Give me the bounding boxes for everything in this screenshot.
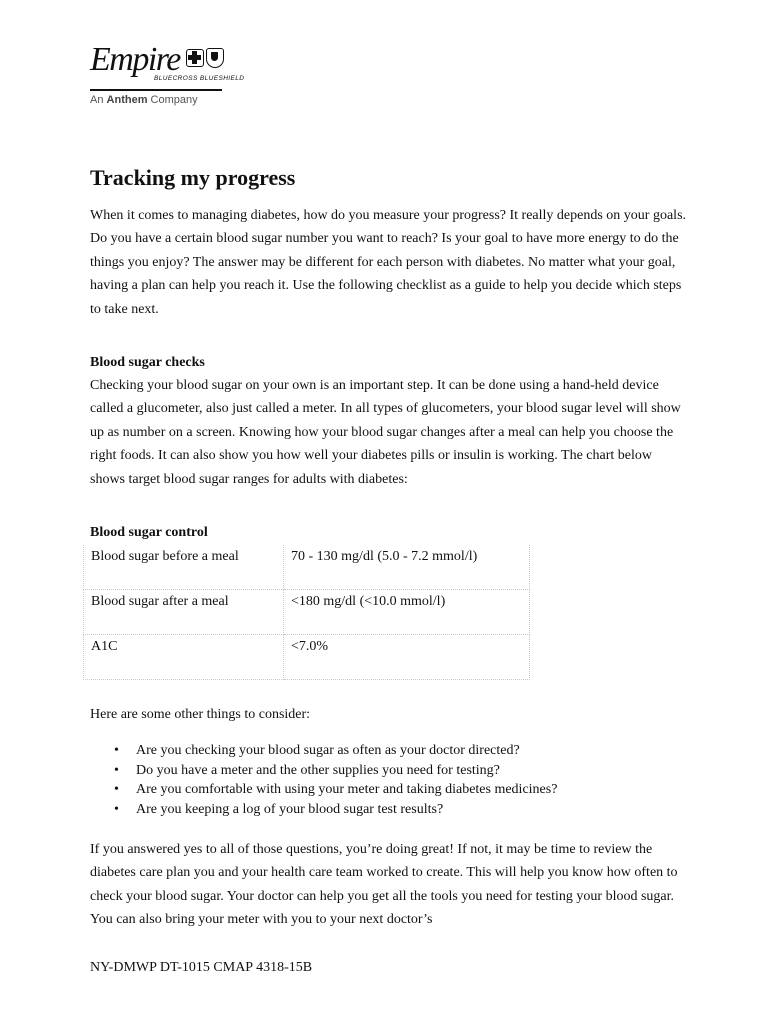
logo-rule	[90, 89, 222, 91]
consider-intro: Here are some other things to consider:	[90, 707, 311, 722]
logo-subline: BLUECROSS BLUESHIELD	[154, 75, 245, 82]
table-row	[84, 635, 530, 680]
list-item-text: Are you keeping a log of your blood sugar test results?	[136, 801, 444, 817]
bullet: •	[114, 801, 119, 817]
empire-logo	[90, 40, 245, 110]
bullet: •	[114, 782, 119, 797]
row-value: <180 mg/dl (<10.0 mmol/l)	[284, 590, 530, 635]
anthem-tagline	[90, 94, 198, 106]
list-item-text: Are you checking your blood sugar as often as your doctor directed?	[136, 743, 520, 758]
checks-heading: Blood sugar checks	[90, 355, 205, 370]
list-item	[90, 741, 557, 761]
control-heading: Blood sugar control	[90, 525, 208, 540]
row-value: <7.0%	[284, 635, 530, 680]
logo-wordmark: Empire	[90, 41, 180, 78]
consider-list	[90, 741, 557, 819]
blood-sugar-table	[83, 545, 530, 680]
row-value: 70 - 130 mg/dl (5.0 - 7.2 mmol/l)	[284, 545, 530, 590]
blue-shield-icon	[206, 48, 224, 68]
row-label: A1C	[84, 635, 284, 680]
page-title: Tracking my progress	[90, 165, 296, 190]
row-label: Blood sugar after a meal	[84, 590, 284, 635]
list-item	[90, 800, 557, 820]
intro-paragraph: When it comes to managing diabetes, how do you measure your progress? It really depends on your goals. Do you have a certain blood sugar number you want to reach? Is your goal to have more energy to do the things you enjoy? The answer may be different for each person with diabetes. No matter what your goal, having a plan can help you reach it. Use the following checklist as a guide to help you decide which steps to take next.	[90, 208, 687, 317]
closing-paragraph: If you answered yes to all of those questions, you’re doing great! If not, it may be time to review the diabetes care plan you and your health care team worked to create. This will help you know how often to check your blood sugar. Your doctor can help you get all the tools you need for testing your blood sugar. You can also bring your meter with you to your next doctor’s	[90, 842, 678, 928]
blue-cross-icon	[186, 49, 204, 67]
tagline-company: Anthem	[106, 94, 148, 106]
bullet: •	[114, 743, 119, 758]
list-item	[90, 761, 557, 781]
table-row	[84, 590, 530, 635]
list-item-text: Are you comfortable with using your meter and taking diabetes medicines?	[136, 782, 558, 797]
row-label: Blood sugar before a meal	[84, 545, 284, 590]
list-item-text: Do you have a meter and the other supplies you need for testing?	[136, 762, 500, 778]
document-code: NY-DMWP DT-1015 CMAP 4318-15B	[90, 960, 313, 975]
list-item	[90, 780, 557, 800]
tagline-prefix: An	[90, 94, 104, 106]
table-row	[84, 545, 530, 590]
checks-paragraph: Checking your blood sugar on your own is an important step. It can be done using a hand-held device called a glucometer, also just called a meter. In all types of glucometers, your blood sugar level will show up as number on a screen. Knowing how your blood sugar changes after a meal can help you choose the right foods. It can also show you how well your diabetes pills or insulin is working. The chart below shows target blood sugar ranges for adults with diabetes:	[90, 378, 681, 487]
tagline-suffix: Company	[150, 94, 198, 106]
bullet: •	[114, 762, 119, 778]
